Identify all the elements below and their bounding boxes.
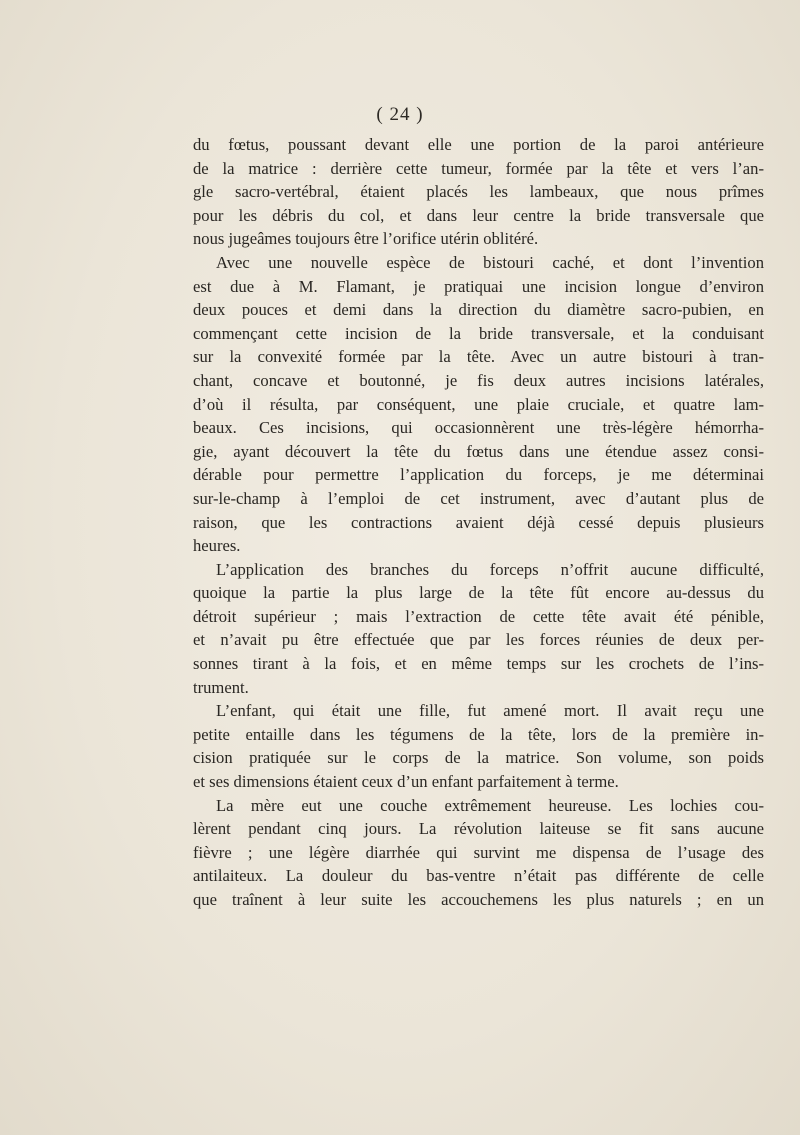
text-line: L’application des branches du forceps n’offrit aucune difficulté, [216,559,764,579]
text-line: sonnes tirant à la fois, et en même temps sur les crochets de l’ins- [193,654,764,674]
text-line: commençant cette incision de la bride transversale, et la conduisant [193,323,764,343]
paragraph [193,794,764,912]
page-number: ( 24 ) [376,104,424,125]
text-line: cision pratiquée sur le corps de la matrice. Son volume, son poids [193,748,764,768]
text-line: beaux. Ces incisions, qui occasionnèrent une très-légère hémorrha- [193,418,764,438]
text-line: pour les débris du col, et dans leur centre la bride transversale que [193,205,764,225]
text-line: détroit supérieur ; mais l’extraction de cette tête avait été pénible, [193,606,764,626]
text-line: deux pouces et demi dans la direction du diamètre sacro-pubien, en [193,300,764,320]
text-line: fièvre ; une légère diarrhée qui survint me dispensa de l’usage des [193,842,764,862]
paragraph [193,558,764,700]
text-line: heures. [193,536,241,556]
text-line: nous jugeâmes toujours être l’orifice utérin oblitéré. [193,229,539,249]
paragraph [193,699,764,793]
text-line: petite entaille dans les tégumens de la tête, lors de la première in- [193,724,764,744]
paragraph [193,251,764,558]
text-line: et ses dimensions étaient ceux d’un enfant parfaitement à terme. [193,772,619,792]
text-line: que traînent à leur suite les accouchemens les plus naturels ; en un [193,890,764,909]
body-text [193,133,764,912]
text-line: sur la convexité formée par la tête. Avec un autre bistouri à tran- [193,347,764,367]
text-line: sur-le-champ à l’emploi de cet instrument, avec d’autant plus de [193,488,764,508]
text-line: est due à M. Flamant, je pratiquai une incision longue d’environ [193,276,764,296]
text-line: dérable pour permettre l’application du forceps, je me déterminai [193,465,764,485]
text-line: du fœtus, poussant devant elle une portion de la paroi antérieure [193,135,764,154]
text-line: lèrent pendant cinq jours. La révolution laiteuse se fit sans aucune [193,819,764,839]
text-line: chant, concave et boutonné, je fis deux autres incisions latérales, [193,370,764,390]
text-line: antilaiteux. La douleur du bas-ventre n’était pas différente de celle [193,866,764,886]
text-line: raison, que les contractions avaient déjà cessé depuis plusieurs [193,512,764,532]
text-line: gie, ayant découvert la tête du fœtus dans une étendue assez consi- [193,441,764,461]
text-line: gle sacro-vertébral, étaient placés les lambeaux, que nous prîmes [193,182,764,202]
paragraph [193,133,764,251]
text-line: L’enfant, qui était une fille, fut amené mort. Il avait reçu une [216,701,764,721]
text-line: et n’avait pu être effectuée que par les forces réunies de deux per- [193,630,764,650]
text-line: d’où il résulta, par conséquent, une plaie cruciale, et quatre lam- [193,394,764,414]
text-line: de la matrice : derrière cette tumeur, formée par la tête et vers l’an- [193,158,764,178]
text-line: La mère eut une couche extrêmement heureuse. Les lochies cou- [216,795,764,815]
text-line: Avec une nouvelle espèce de bistouri caché, et dont l’invention [216,252,764,272]
text-line: trument. [193,677,249,697]
text-line: quoique la partie la plus large de la tête fût encore au-dessus du [193,583,764,603]
